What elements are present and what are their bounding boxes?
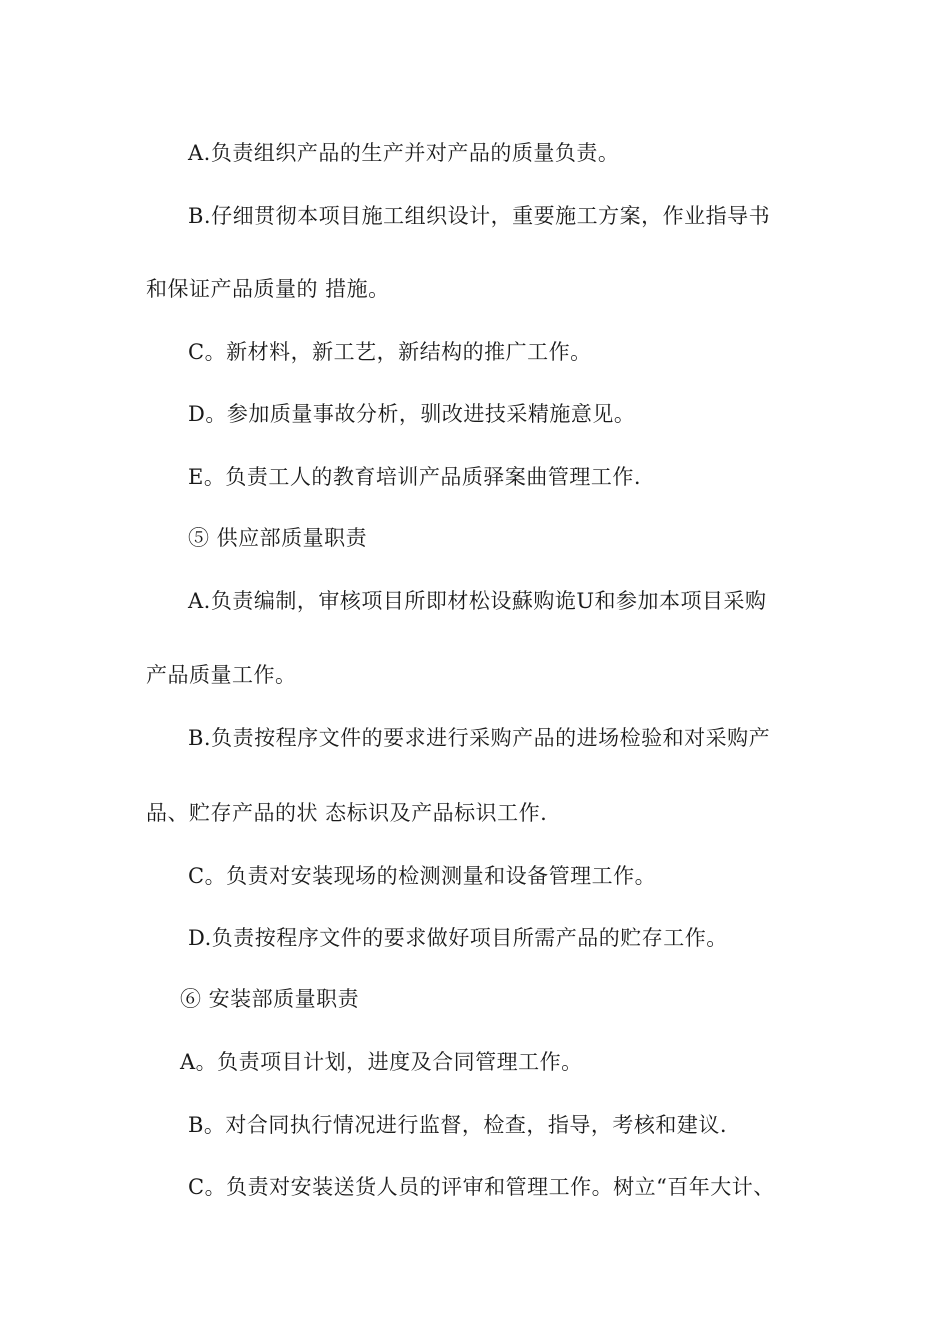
text-line: C。负责对安装现场的检测测量和设备管理工作。 [188,864,657,888]
text-line: A。负责项目计划，进度及合同管理工作。 [180,1050,583,1074]
text-line: B.仔细贯彻本项目施工组织设计，重要施工方案，作业指导书 [188,204,771,228]
text-line: B.负责按程序文件的要求进行采购产品的进场检验和对采购产 [188,726,771,750]
section-heading-supply: ⑤ 供应部质量职责 [188,526,368,550]
section-heading-installation: ⑥ 安装部质量职责 [180,987,360,1011]
text-line: 品、贮存产品的状 态标识及产品标识工作. [146,801,548,825]
text-line: 产品质量工作。 [146,663,297,687]
text-line: A.负责编制，审核项目所即材松设蘇购诡U和参加本项目采购 [188,589,767,613]
text-line: E。负责工人的教育培训产品质驿案曲管理工作. [188,465,642,489]
text-line: C。负责对安装送货人员的评审和管理工作。树立“百年大计、 [188,1175,775,1199]
text-line: 和保证产品质量的 措施。 [146,277,390,301]
text-line: A.负责组织产品的生产并对产品的质量负责。 [188,141,620,165]
text-line: C。新材料，新工艺，新结构的推广工作。 [188,340,592,364]
text-line: D。参加质量事故分析，驯改进技采精施意见。 [188,402,636,426]
text-line: B。对合同执行情况进行监督，检查，指导，考核和建议. [188,1113,728,1137]
text-line: D.负责按程序文件的要求做好项目所需产品的贮存工作。 [188,926,728,950]
